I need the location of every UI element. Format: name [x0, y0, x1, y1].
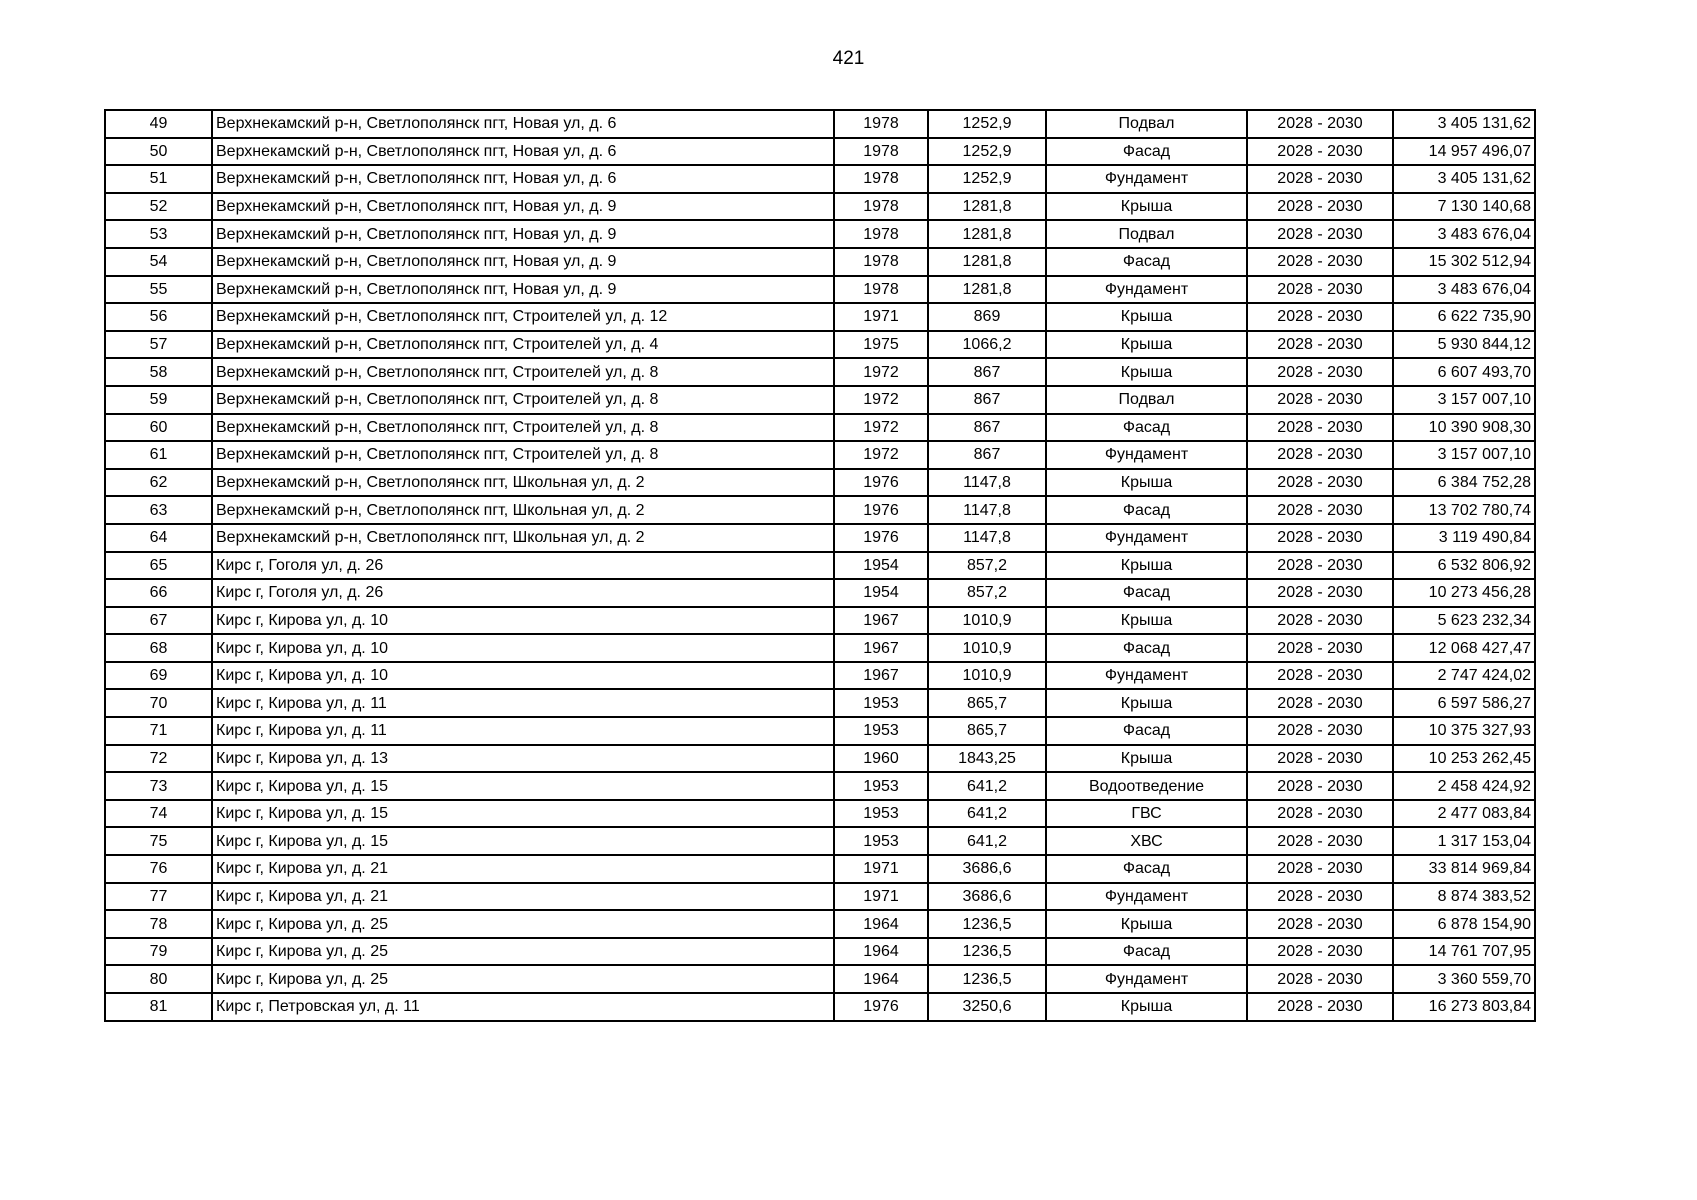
cell-year: 1971 [834, 883, 928, 911]
cell-work-type: Фундамент [1046, 662, 1247, 690]
table-row [105, 110, 1535, 138]
cell-work-type: ХВС [1046, 827, 1247, 855]
cell-year: 1975 [834, 331, 928, 359]
cell-period: 2028 - 2030 [1247, 800, 1393, 828]
table-row [105, 745, 1535, 773]
cell-period: 2028 - 2030 [1247, 138, 1393, 166]
cell-area: 3250,6 [928, 993, 1046, 1021]
cell-address: Верхнекамский р-н, Светлополянск пгт, Строителей ул, д. 8 [212, 386, 834, 414]
cell-row-number: 71 [105, 717, 212, 745]
cell-address: Кирс г, Кирова ул, д. 10 [212, 607, 834, 635]
cell-area: 1252,9 [928, 165, 1046, 193]
cell-area: 867 [928, 441, 1046, 469]
cell-year: 1976 [834, 524, 928, 552]
cell-period: 2028 - 2030 [1247, 386, 1393, 414]
cell-address: Кирс г, Кирова ул, д. 11 [212, 689, 834, 717]
cell-area: 1066,2 [928, 331, 1046, 359]
table-row [105, 607, 1535, 635]
cell-cost: 3 157 007,10 [1393, 386, 1535, 414]
cell-cost: 8 874 383,52 [1393, 883, 1535, 911]
cell-area: 867 [928, 414, 1046, 442]
cell-cost: 2 477 083,84 [1393, 800, 1535, 828]
cell-period: 2028 - 2030 [1247, 717, 1393, 745]
cell-area: 1252,9 [928, 110, 1046, 138]
cell-year: 1976 [834, 993, 928, 1021]
cell-year: 1960 [834, 745, 928, 773]
cell-row-number: 65 [105, 552, 212, 580]
cell-row-number: 74 [105, 800, 212, 828]
cell-period: 2028 - 2030 [1247, 496, 1393, 524]
cell-row-number: 56 [105, 303, 212, 331]
cell-work-type: Подвал [1046, 386, 1247, 414]
cell-work-type: Фундамент [1046, 965, 1247, 993]
cell-year: 1972 [834, 414, 928, 442]
cell-address: Кирс г, Кирова ул, д. 25 [212, 910, 834, 938]
cell-work-type: Крыша [1046, 910, 1247, 938]
cell-row-number: 51 [105, 165, 212, 193]
cell-row-number: 66 [105, 579, 212, 607]
cell-period: 2028 - 2030 [1247, 745, 1393, 773]
cell-work-type: Фасад [1046, 855, 1247, 883]
table-row [105, 220, 1535, 248]
cell-period: 2028 - 2030 [1247, 303, 1393, 331]
cell-row-number: 53 [105, 220, 212, 248]
cell-work-type: ГВС [1046, 800, 1247, 828]
cell-cost: 3 119 490,84 [1393, 524, 1535, 552]
table-row [105, 248, 1535, 276]
cell-row-number: 75 [105, 827, 212, 855]
cell-year: 1972 [834, 386, 928, 414]
cell-row-number: 67 [105, 607, 212, 635]
cell-work-type: Крыша [1046, 745, 1247, 773]
cell-address: Верхнекамский р-н, Светлополянск пгт, Новая ул, д. 9 [212, 276, 834, 304]
cell-address: Верхнекамский р-н, Светлополянск пгт, Строителей ул, д. 12 [212, 303, 834, 331]
repair-schedule-table [104, 109, 1536, 1022]
cell-cost: 10 273 456,28 [1393, 579, 1535, 607]
cell-address: Верхнекамский р-н, Светлополянск пгт, Новая ул, д. 6 [212, 165, 834, 193]
cell-cost: 3 405 131,62 [1393, 110, 1535, 138]
cell-address: Верхнекамский р-н, Светлополянск пгт, Строителей ул, д. 8 [212, 358, 834, 386]
cell-area: 1236,5 [928, 910, 1046, 938]
cell-address: Кирс г, Кирова ул, д. 25 [212, 965, 834, 993]
cell-row-number: 76 [105, 855, 212, 883]
cell-row-number: 72 [105, 745, 212, 773]
page-number: 421 [832, 48, 865, 69]
cell-cost: 16 273 803,84 [1393, 993, 1535, 1021]
table-row [105, 855, 1535, 883]
table-row [105, 276, 1535, 304]
cell-area: 867 [928, 386, 1046, 414]
cell-period: 2028 - 2030 [1247, 552, 1393, 580]
cell-cost: 3 157 007,10 [1393, 441, 1535, 469]
table-row [105, 303, 1535, 331]
cell-period: 2028 - 2030 [1247, 276, 1393, 304]
cell-area: 867 [928, 358, 1046, 386]
cell-address: Кирс г, Гоголя ул, д. 26 [212, 579, 834, 607]
cell-work-type: Фасад [1046, 138, 1247, 166]
cell-cost: 3 360 559,70 [1393, 965, 1535, 993]
cell-address: Верхнекамский р-н, Светлополянск пгт, Строителей ул, д. 8 [212, 441, 834, 469]
cell-area: 1147,8 [928, 524, 1046, 552]
cell-work-type: Крыша [1046, 993, 1247, 1021]
cell-cost: 12 068 427,47 [1393, 634, 1535, 662]
cell-row-number: 63 [105, 496, 212, 524]
cell-period: 2028 - 2030 [1247, 938, 1393, 966]
cell-year: 1953 [834, 800, 928, 828]
cell-work-type: Фундамент [1046, 883, 1247, 911]
cell-year: 1967 [834, 634, 928, 662]
cell-cost: 6 607 493,70 [1393, 358, 1535, 386]
cell-address: Кирс г, Петровская ул, д. 11 [212, 993, 834, 1021]
cell-area: 3686,6 [928, 883, 1046, 911]
cell-year: 1976 [834, 496, 928, 524]
cell-period: 2028 - 2030 [1247, 607, 1393, 635]
cell-year: 1953 [834, 717, 928, 745]
table-row [105, 138, 1535, 166]
cell-area: 1147,8 [928, 469, 1046, 497]
table-row [105, 165, 1535, 193]
cell-area: 1010,9 [928, 607, 1046, 635]
cell-area: 1843,25 [928, 745, 1046, 773]
cell-cost: 3 483 676,04 [1393, 220, 1535, 248]
cell-period: 2028 - 2030 [1247, 220, 1393, 248]
cell-period: 2028 - 2030 [1247, 772, 1393, 800]
cell-row-number: 79 [105, 938, 212, 966]
cell-cost: 10 375 327,93 [1393, 717, 1535, 745]
cell-work-type: Фасад [1046, 248, 1247, 276]
table-row [105, 883, 1535, 911]
table-row [105, 469, 1535, 497]
table-row [105, 524, 1535, 552]
cell-year: 1972 [834, 441, 928, 469]
cell-work-type: Фундамент [1046, 524, 1247, 552]
table-row [105, 414, 1535, 442]
cell-row-number: 80 [105, 965, 212, 993]
cell-work-type: Фасад [1046, 634, 1247, 662]
cell-period: 2028 - 2030 [1247, 634, 1393, 662]
table-row [105, 910, 1535, 938]
cell-cost: 14 761 707,95 [1393, 938, 1535, 966]
cell-year: 1964 [834, 965, 928, 993]
cell-year: 1978 [834, 193, 928, 221]
cell-year: 1964 [834, 938, 928, 966]
cell-row-number: 54 [105, 248, 212, 276]
cell-area: 1236,5 [928, 938, 1046, 966]
cell-row-number: 49 [105, 110, 212, 138]
cell-row-number: 60 [105, 414, 212, 442]
cell-year: 1978 [834, 276, 928, 304]
cell-row-number: 77 [105, 883, 212, 911]
cell-year: 1972 [834, 358, 928, 386]
table-row [105, 965, 1535, 993]
cell-cost: 5 623 232,34 [1393, 607, 1535, 635]
cell-year: 1964 [834, 910, 928, 938]
cell-cost: 6 878 154,90 [1393, 910, 1535, 938]
cell-address: Кирс г, Кирова ул, д. 15 [212, 827, 834, 855]
table-row [105, 441, 1535, 469]
cell-area: 1281,8 [928, 248, 1046, 276]
cell-year: 1953 [834, 772, 928, 800]
cell-address: Кирс г, Кирова ул, д. 15 [212, 800, 834, 828]
cell-address: Верхнекамский р-н, Светлополянск пгт, Школьная ул, д. 2 [212, 469, 834, 497]
cell-year: 1953 [834, 827, 928, 855]
cell-work-type: Фасад [1046, 496, 1247, 524]
cell-cost: 6 532 806,92 [1393, 552, 1535, 580]
cell-address: Кирс г, Кирова ул, д. 25 [212, 938, 834, 966]
cell-row-number: 58 [105, 358, 212, 386]
cell-area: 641,2 [928, 800, 1046, 828]
cell-year: 1978 [834, 110, 928, 138]
cell-cost: 3 483 676,04 [1393, 276, 1535, 304]
cell-address: Кирс г, Кирова ул, д. 11 [212, 717, 834, 745]
cell-row-number: 70 [105, 689, 212, 717]
cell-address: Верхнекамский р-н, Светлополянск пгт, Новая ул, д. 6 [212, 110, 834, 138]
cell-work-type: Подвал [1046, 220, 1247, 248]
cell-work-type: Фасад [1046, 938, 1247, 966]
table-row [105, 772, 1535, 800]
cell-row-number: 73 [105, 772, 212, 800]
cell-address: Верхнекамский р-н, Светлополянск пгт, Школьная ул, д. 2 [212, 524, 834, 552]
cell-address: Верхнекамский р-н, Светлополянск пгт, Новая ул, д. 6 [212, 138, 834, 166]
cell-cost: 1 317 153,04 [1393, 827, 1535, 855]
cell-area: 641,2 [928, 827, 1046, 855]
cell-row-number: 69 [105, 662, 212, 690]
cell-cost: 3 405 131,62 [1393, 165, 1535, 193]
cell-year: 1967 [834, 607, 928, 635]
cell-period: 2028 - 2030 [1247, 193, 1393, 221]
table-row [105, 993, 1535, 1021]
cell-period: 2028 - 2030 [1247, 110, 1393, 138]
cell-address: Кирс г, Кирова ул, д. 21 [212, 855, 834, 883]
cell-work-type: Крыша [1046, 303, 1247, 331]
cell-work-type: Фундамент [1046, 276, 1247, 304]
cell-row-number: 59 [105, 386, 212, 414]
cell-period: 2028 - 2030 [1247, 165, 1393, 193]
cell-work-type: Крыша [1046, 193, 1247, 221]
cell-work-type: Крыша [1046, 689, 1247, 717]
table-row [105, 193, 1535, 221]
cell-cost: 14 957 496,07 [1393, 138, 1535, 166]
cell-row-number: 57 [105, 331, 212, 359]
cell-address: Верхнекамский р-н, Светлополянск пгт, Новая ул, д. 9 [212, 248, 834, 276]
cell-area: 857,2 [928, 579, 1046, 607]
cell-area: 1010,9 [928, 662, 1046, 690]
table-row [105, 938, 1535, 966]
cell-period: 2028 - 2030 [1247, 689, 1393, 717]
cell-row-number: 81 [105, 993, 212, 1021]
cell-row-number: 68 [105, 634, 212, 662]
table-row [105, 717, 1535, 745]
cell-area: 1010,9 [928, 634, 1046, 662]
cell-period: 2028 - 2030 [1247, 910, 1393, 938]
cell-row-number: 52 [105, 193, 212, 221]
cell-area: 1252,9 [928, 138, 1046, 166]
table-row [105, 579, 1535, 607]
cell-address: Кирс г, Гоголя ул, д. 26 [212, 552, 834, 580]
cell-work-type: Подвал [1046, 110, 1247, 138]
cell-address: Кирс г, Кирова ул, д. 10 [212, 634, 834, 662]
cell-cost: 33 814 969,84 [1393, 855, 1535, 883]
cell-year: 1971 [834, 855, 928, 883]
table-row [105, 552, 1535, 580]
cell-year: 1976 [834, 469, 928, 497]
cell-area: 1147,8 [928, 496, 1046, 524]
cell-work-type: Крыша [1046, 552, 1247, 580]
cell-period: 2028 - 2030 [1247, 524, 1393, 552]
cell-work-type: Крыша [1046, 469, 1247, 497]
cell-year: 1978 [834, 138, 928, 166]
cell-period: 2028 - 2030 [1247, 993, 1393, 1021]
cell-address: Кирс г, Кирова ул, д. 15 [212, 772, 834, 800]
cell-area: 1281,8 [928, 220, 1046, 248]
cell-period: 2028 - 2030 [1247, 248, 1393, 276]
cell-period: 2028 - 2030 [1247, 855, 1393, 883]
cell-year: 1971 [834, 303, 928, 331]
cell-work-type: Фасад [1046, 414, 1247, 442]
cell-year: 1978 [834, 248, 928, 276]
cell-cost: 6 622 735,90 [1393, 303, 1535, 331]
cell-work-type: Фундамент [1046, 165, 1247, 193]
table-row [105, 358, 1535, 386]
cell-row-number: 62 [105, 469, 212, 497]
cell-cost: 5 930 844,12 [1393, 331, 1535, 359]
cell-area: 1236,5 [928, 965, 1046, 993]
cell-row-number: 64 [105, 524, 212, 552]
cell-year: 1954 [834, 579, 928, 607]
cell-cost: 6 384 752,28 [1393, 469, 1535, 497]
cell-address: Кирс г, Кирова ул, д. 10 [212, 662, 834, 690]
cell-cost: 13 702 780,74 [1393, 496, 1535, 524]
table-row [105, 386, 1535, 414]
cell-area: 865,7 [928, 689, 1046, 717]
cell-row-number: 55 [105, 276, 212, 304]
cell-period: 2028 - 2030 [1247, 331, 1393, 359]
table-row [105, 634, 1535, 662]
table-body [105, 110, 1535, 1021]
cell-cost: 2 747 424,02 [1393, 662, 1535, 690]
cell-year: 1953 [834, 689, 928, 717]
cell-address: Верхнекамский р-н, Светлополянск пгт, Строителей ул, д. 8 [212, 414, 834, 442]
cell-cost: 10 253 262,45 [1393, 745, 1535, 773]
table-row [105, 827, 1535, 855]
cell-address: Кирс г, Кирова ул, д. 21 [212, 883, 834, 911]
cell-address: Верхнекамский р-н, Светлополянск пгт, Новая ул, д. 9 [212, 193, 834, 221]
cell-work-type: Фасад [1046, 579, 1247, 607]
table-row [105, 800, 1535, 828]
cell-year: 1954 [834, 552, 928, 580]
cell-row-number: 50 [105, 138, 212, 166]
table-row [105, 689, 1535, 717]
cell-area: 869 [928, 303, 1046, 331]
cell-year: 1967 [834, 662, 928, 690]
cell-period: 2028 - 2030 [1247, 965, 1393, 993]
cell-cost: 7 130 140,68 [1393, 193, 1535, 221]
cell-address: Верхнекамский р-н, Светлополянск пгт, Школьная ул, д. 2 [212, 496, 834, 524]
cell-area: 1281,8 [928, 193, 1046, 221]
cell-area: 3686,6 [928, 855, 1046, 883]
cell-period: 2028 - 2030 [1247, 827, 1393, 855]
cell-row-number: 61 [105, 441, 212, 469]
cell-year: 1978 [834, 220, 928, 248]
cell-year: 1978 [834, 165, 928, 193]
cell-area: 1281,8 [928, 276, 1046, 304]
cell-address: Кирс г, Кирова ул, д. 13 [212, 745, 834, 773]
cell-work-type: Крыша [1046, 331, 1247, 359]
cell-cost: 2 458 424,92 [1393, 772, 1535, 800]
cell-row-number: 78 [105, 910, 212, 938]
cell-period: 2028 - 2030 [1247, 469, 1393, 497]
table-row [105, 496, 1535, 524]
cell-area: 865,7 [928, 717, 1046, 745]
cell-work-type: Крыша [1046, 607, 1247, 635]
cell-work-type: Фасад [1046, 717, 1247, 745]
cell-period: 2028 - 2030 [1247, 662, 1393, 690]
cell-work-type: Фундамент [1046, 441, 1247, 469]
cell-cost: 6 597 586,27 [1393, 689, 1535, 717]
cell-period: 2028 - 2030 [1247, 358, 1393, 386]
cell-work-type: Водоотведение [1046, 772, 1247, 800]
cell-address: Верхнекамский р-н, Светлополянск пгт, Строителей ул, д. 4 [212, 331, 834, 359]
cell-cost: 10 390 908,30 [1393, 414, 1535, 442]
cell-period: 2028 - 2030 [1247, 579, 1393, 607]
cell-area: 641,2 [928, 772, 1046, 800]
cell-work-type: Крыша [1046, 358, 1247, 386]
table-row [105, 662, 1535, 690]
cell-area: 857,2 [928, 552, 1046, 580]
cell-address: Верхнекамский р-н, Светлополянск пгт, Новая ул, д. 9 [212, 220, 834, 248]
cell-period: 2028 - 2030 [1247, 441, 1393, 469]
cell-period: 2028 - 2030 [1247, 414, 1393, 442]
cell-period: 2028 - 2030 [1247, 883, 1393, 911]
table-row [105, 331, 1535, 359]
cell-cost: 15 302 512,94 [1393, 248, 1535, 276]
